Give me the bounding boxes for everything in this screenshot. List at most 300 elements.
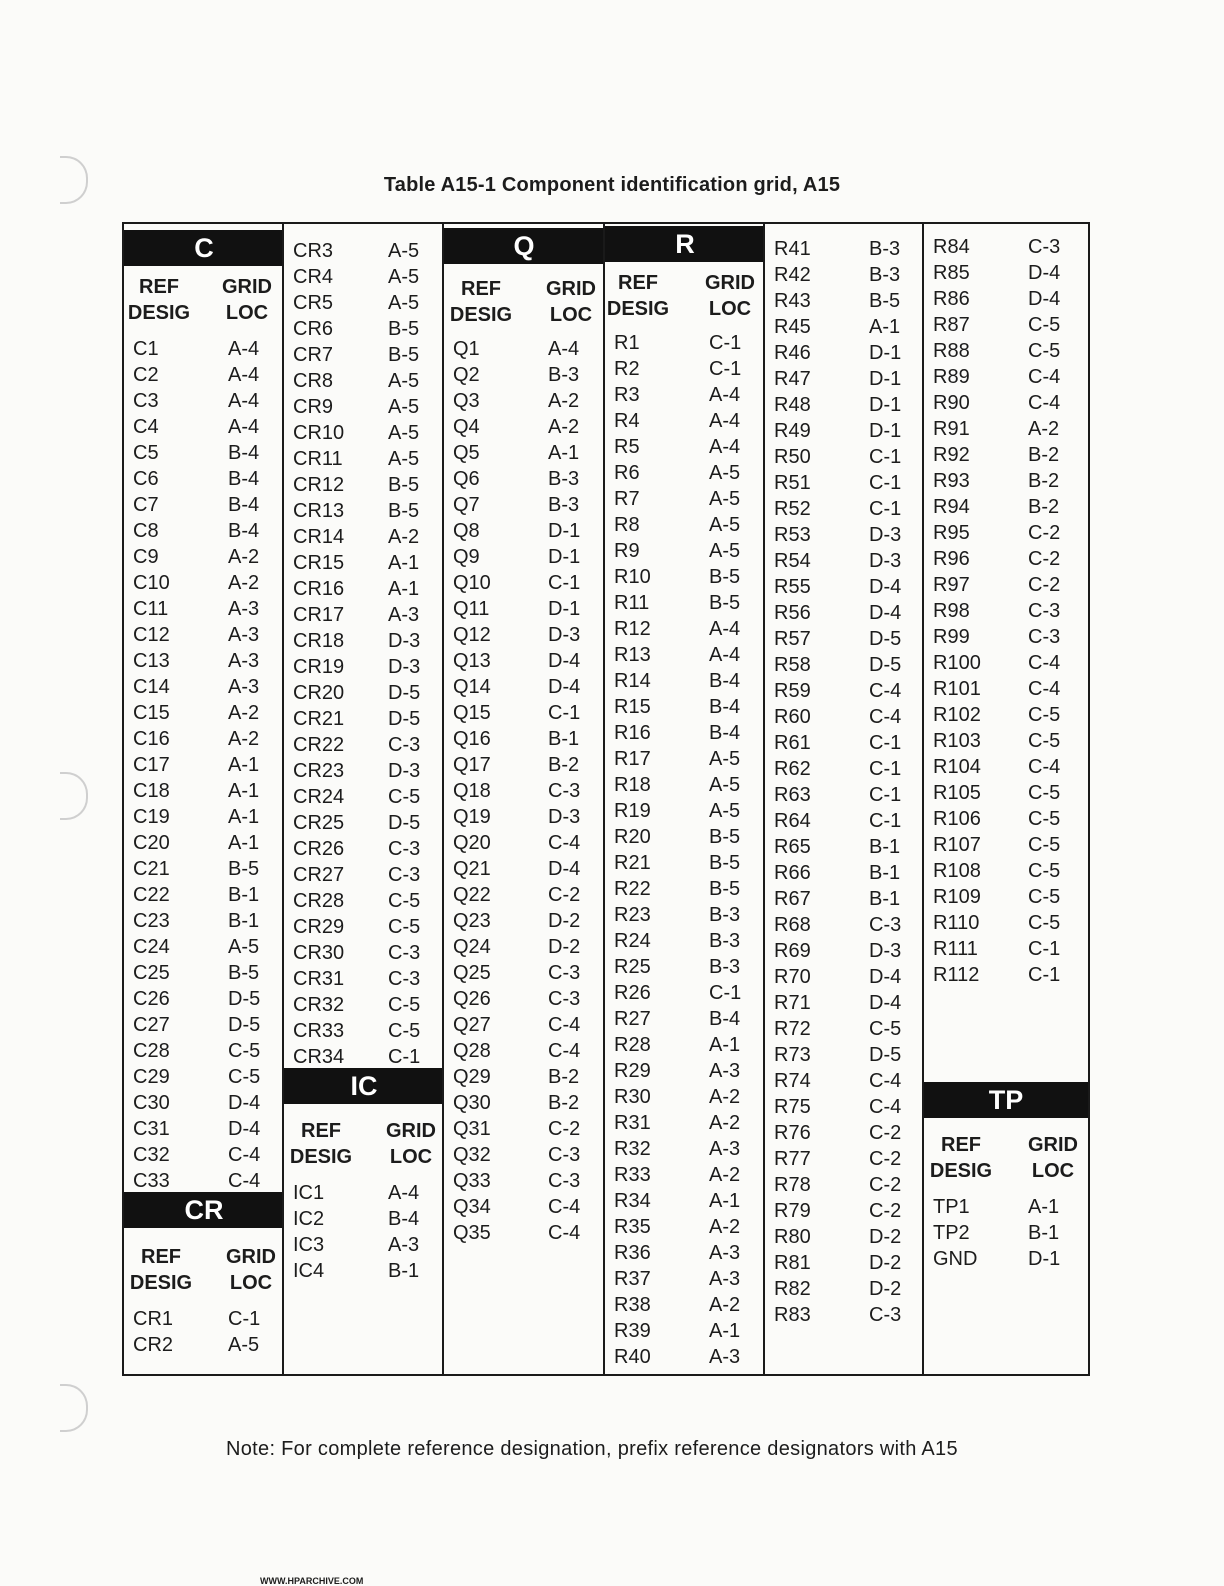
grid-location: C-1 [869, 472, 902, 494]
grid-location: A-2 [709, 1294, 741, 1316]
grid-location: A-1 [709, 1320, 741, 1342]
grid-location: B-1 [228, 910, 260, 932]
grid-location: B-3 [869, 238, 901, 260]
grid-location: D-2 [548, 936, 581, 958]
table-row [124, 960, 284, 986]
grid-location: D-5 [388, 708, 421, 730]
ref-designator: CR5 [293, 292, 334, 314]
grid-location: A-5 [228, 1334, 260, 1356]
ref-designator: R4 [614, 410, 640, 432]
table-row [765, 314, 925, 340]
ref-designator: R16 [614, 722, 651, 744]
grid-location: A-3 [228, 676, 260, 698]
loc-label: LOC [225, 302, 269, 324]
grid-location: D-3 [548, 624, 581, 646]
grid-location: A-5 [709, 748, 741, 770]
grid-location: A-3 [709, 1060, 741, 1082]
table-row [444, 1194, 604, 1220]
ref-designator: C25 [133, 962, 170, 984]
grid-location: D-4 [1028, 262, 1061, 284]
grid-location: A-3 [388, 604, 420, 626]
table-row [765, 288, 925, 314]
table-row [284, 420, 444, 446]
grid-location: B-4 [388, 1208, 420, 1230]
table-row [124, 1306, 284, 1332]
table-row [444, 804, 604, 830]
table-row [605, 876, 765, 902]
grid-location: C-3 [1028, 626, 1061, 648]
ref-designator: IC3 [293, 1234, 325, 1256]
grid-location: D-3 [388, 760, 421, 782]
ref-designator: R58 [774, 654, 811, 676]
grid-location: A-4 [709, 436, 741, 458]
table-row [284, 654, 444, 680]
table-row [765, 236, 925, 262]
grid-location: A-2 [228, 702, 260, 724]
grid-location: C-2 [548, 1118, 581, 1140]
table-row [605, 954, 765, 980]
table-row [605, 980, 765, 1006]
grid-location: C-1 [869, 810, 902, 832]
ref-designator: Q20 [453, 832, 491, 854]
ref-designator: Q3 [453, 390, 480, 412]
ref-designator: C26 [133, 988, 170, 1010]
grid-label: GRID [1028, 1134, 1078, 1156]
table-row [765, 1172, 925, 1198]
table-row [444, 570, 604, 596]
ref-designator: R67 [774, 888, 811, 910]
ref-designator: R72 [774, 1018, 811, 1040]
grid-location: C-4 [1028, 392, 1061, 414]
ref-designator: R68 [774, 914, 811, 936]
table-row [284, 524, 444, 550]
grid-location: A-5 [709, 488, 741, 510]
ref-label: REF [301, 1120, 341, 1142]
grid-location: A-2 [228, 546, 260, 568]
component-list-r [605, 330, 765, 1370]
grid-label: GRID [386, 1120, 436, 1142]
ref-designator: C5 [133, 442, 159, 464]
ref-designator: R10 [614, 566, 651, 588]
ref-designator: R12 [614, 618, 651, 640]
ref-designator: C30 [133, 1092, 170, 1114]
ref-designator: CR30 [293, 942, 345, 964]
ref-designator: Q6 [453, 468, 480, 490]
ref-designator: CR22 [293, 734, 345, 756]
grid-location: A-5 [709, 774, 741, 796]
grid-location: C-1 [869, 732, 902, 754]
ref-designator: CR2 [133, 1334, 174, 1356]
table-row [924, 780, 1088, 806]
grid-location: C-4 [1028, 756, 1061, 778]
grid-location: B-3 [709, 956, 741, 978]
table-row [124, 336, 284, 362]
grid-location: B-4 [709, 722, 741, 744]
table-row [924, 494, 1088, 520]
grid-location: A-3 [228, 650, 260, 672]
table-row [444, 1220, 604, 1246]
column-q [442, 224, 604, 1376]
grid-location: C-4 [869, 680, 902, 702]
table-row [605, 824, 765, 850]
ref-designator: TP1 [933, 1196, 970, 1218]
table-row [924, 546, 1088, 572]
ref-designator: R53 [774, 524, 811, 546]
column-r-tp [922, 224, 1088, 1376]
grid-location: A-5 [228, 936, 260, 958]
ref-designator: R99 [933, 626, 970, 648]
grid-location: C-1 [869, 498, 902, 520]
ref-designator: R86 [933, 288, 970, 310]
desig-label: DESIG [289, 1146, 353, 1168]
ref-designator: CR18 [293, 630, 345, 652]
column-r-continued [763, 224, 925, 1376]
ref-designator: Q24 [453, 936, 491, 958]
table-row [124, 1332, 284, 1358]
grid-location: C-1 [869, 784, 902, 806]
grid-location: C-4 [548, 1014, 581, 1036]
table-row [124, 778, 284, 804]
grid-location: B-4 [228, 520, 260, 542]
table-row [284, 342, 444, 368]
ref-designator: Q30 [453, 1092, 491, 1114]
ref-designator: CR10 [293, 422, 345, 444]
table-row [765, 1120, 925, 1146]
ref-designator: C10 [133, 572, 170, 594]
grid-location: D-5 [388, 682, 421, 704]
grid-location: A-4 [228, 338, 260, 360]
ref-designator: R110 [933, 912, 980, 934]
grid-location: C-1 [548, 702, 581, 724]
grid-location: B-5 [388, 474, 420, 496]
column-header [124, 1244, 284, 1300]
grid-location: C-5 [1028, 808, 1061, 830]
grid-location: C-2 [869, 1174, 902, 1196]
grid-location: C-2 [1028, 574, 1061, 596]
grid-location: C-4 [548, 1222, 581, 1244]
table-row [765, 938, 925, 964]
grid-location: B-1 [1028, 1222, 1060, 1244]
grid-location: C-1 [548, 572, 581, 594]
table-row [605, 1188, 765, 1214]
ref-designator: R56 [774, 602, 811, 624]
table-row [444, 882, 604, 908]
ref-designator: R95 [933, 522, 970, 544]
grid-location: C-3 [548, 1170, 581, 1192]
grid-location: D-4 [869, 992, 902, 1014]
ref-designator: CR11 [293, 448, 343, 470]
grid-location: A-3 [228, 624, 260, 646]
ref-designator: R85 [933, 262, 970, 284]
table-row [605, 694, 765, 720]
ref-designator: Q29 [453, 1066, 491, 1088]
loc-label: LOC [229, 1272, 273, 1294]
grid-location: D-2 [548, 910, 581, 932]
grid-location: D-3 [388, 630, 421, 652]
table-row [924, 286, 1088, 312]
grid-location: A-4 [709, 644, 741, 666]
table-row [284, 290, 444, 316]
grid-location: D-1 [548, 598, 581, 620]
ref-designator: R64 [774, 810, 811, 832]
ref-designator: R31 [614, 1112, 651, 1134]
table-row [605, 1110, 765, 1136]
grid-location: C-5 [1028, 912, 1061, 934]
ref-label: REF [139, 276, 179, 298]
ref-designator: R39 [614, 1320, 651, 1342]
table-row [284, 1018, 444, 1044]
table-row [444, 622, 604, 648]
grid-location: A-1 [388, 552, 420, 574]
column-header [124, 274, 284, 330]
table-row [924, 390, 1088, 416]
table-row [444, 596, 604, 622]
footnote: Note: For complete reference designation, prefix reference designators with A15 [226, 1438, 958, 1460]
ref-designator: C11 [133, 598, 169, 620]
ref-designator: R52 [774, 498, 811, 520]
ref-designator: C12 [133, 624, 170, 646]
grid-location: C-1 [869, 758, 902, 780]
table-row [605, 460, 765, 486]
table-row [444, 648, 604, 674]
ref-designator: R111 [933, 938, 978, 960]
grid-location: B-3 [548, 364, 580, 386]
table-row [444, 856, 604, 882]
grid-location: B-3 [869, 264, 901, 286]
table-row [124, 1038, 284, 1064]
ref-designator: CR15 [293, 552, 345, 574]
ref-designator: R91 [933, 418, 970, 440]
grid-location: A-2 [388, 526, 420, 548]
table-row [605, 408, 765, 434]
binder-hole [60, 772, 88, 820]
table-row [124, 1168, 284, 1194]
table-row [765, 834, 925, 860]
grid-location: C-4 [869, 1070, 902, 1092]
ref-designator: R78 [774, 1174, 811, 1196]
ref-designator: R28 [614, 1034, 651, 1056]
grid-location: B-4 [709, 1008, 741, 1030]
grid-location: A-1 [548, 442, 580, 464]
table-row [124, 934, 284, 960]
table-row [284, 836, 444, 862]
table-row [605, 1214, 765, 1240]
grid-location: C-5 [388, 1020, 421, 1042]
table-row [284, 394, 444, 420]
table-row [924, 364, 1088, 390]
ref-designator: R21 [614, 852, 651, 874]
ref-designator: C17 [133, 754, 170, 776]
table-row [924, 832, 1088, 858]
ref-designator: R66 [774, 862, 811, 884]
grid-label: GRID [226, 1246, 276, 1268]
group-band-q: Q [444, 228, 604, 264]
grid-location: A-4 [388, 1182, 420, 1204]
ref-designator: Q23 [453, 910, 491, 932]
table-row [765, 1016, 925, 1042]
ref-designator: R96 [933, 548, 970, 570]
ref-designator: R76 [774, 1122, 811, 1144]
ref-designator: CR8 [293, 370, 334, 392]
ref-designator: C8 [133, 520, 159, 542]
table-row [605, 1032, 765, 1058]
component-list-cr-continued [284, 238, 444, 1070]
table-row [284, 888, 444, 914]
grid-location: A-5 [388, 422, 420, 444]
grid-location: D-4 [548, 676, 581, 698]
grid-location: C-2 [1028, 522, 1061, 544]
grid-location: D-4 [228, 1118, 261, 1140]
table-row [284, 1206, 444, 1232]
ref-designator: Q33 [453, 1170, 491, 1192]
loc-label: LOC [708, 298, 752, 320]
ref-designator: CR6 [293, 318, 334, 340]
grid-location: C-1 [388, 1046, 421, 1068]
table-row [924, 572, 1088, 598]
ref-designator: Q10 [453, 572, 491, 594]
ref-designator: Q31 [453, 1118, 491, 1140]
grid-location: C-4 [1028, 652, 1061, 674]
table-row [124, 648, 284, 674]
grid-location: B-5 [228, 858, 260, 880]
grid-location: A-4 [228, 390, 260, 412]
table-row [124, 1142, 284, 1168]
grid-location: C-2 [1028, 548, 1061, 570]
table-row [605, 1318, 765, 1344]
ref-designator: R77 [774, 1148, 811, 1170]
table-row [765, 912, 925, 938]
grid-location: C-2 [869, 1200, 902, 1222]
ref-designator: R27 [614, 1008, 651, 1030]
table-row [284, 758, 444, 784]
ref-designator: R7 [614, 488, 640, 510]
grid-location: C-5 [1028, 340, 1061, 362]
table-row [444, 518, 604, 544]
ref-designator: C16 [133, 728, 170, 750]
grid-location: D-2 [869, 1226, 902, 1248]
ref-designator: R69 [774, 940, 811, 962]
ref-designator: R112 [933, 964, 980, 986]
ref-designator: R51 [774, 472, 811, 494]
table-row [444, 908, 604, 934]
ref-designator: Q32 [453, 1144, 491, 1166]
grid-location: B-2 [1028, 444, 1060, 466]
grid-location: A-5 [388, 396, 420, 418]
ref-designator: R106 [933, 808, 981, 830]
grid-location: A-1 [1028, 1196, 1060, 1218]
grid-location: B-5 [228, 962, 260, 984]
grid-location: A-3 [709, 1242, 741, 1264]
grid-location: A-5 [709, 800, 741, 822]
grid-location: D-1 [869, 342, 902, 364]
table-row [284, 862, 444, 888]
table-row [124, 492, 284, 518]
table-row [444, 960, 604, 986]
table-row [924, 468, 1088, 494]
grid-location: A-2 [709, 1086, 741, 1108]
grid-location: D-3 [548, 806, 581, 828]
table-row [284, 498, 444, 524]
ref-designator: R2 [614, 358, 640, 380]
table-row [444, 752, 604, 778]
grid-location: B-1 [548, 728, 580, 750]
ref-designator: CR9 [293, 396, 334, 418]
grid-location: B-4 [709, 696, 741, 718]
ref-designator: R22 [614, 878, 651, 900]
grid-location: B-2 [1028, 496, 1060, 518]
grid-location: C-1 [709, 982, 742, 1004]
ref-designator: CR24 [293, 786, 345, 808]
table-row [605, 1292, 765, 1318]
ref-designator: R5 [614, 436, 640, 458]
ref-designator: Q9 [453, 546, 480, 568]
table-row [765, 1302, 925, 1328]
ref-designator: Q34 [453, 1196, 491, 1218]
ref-designator: CR27 [293, 864, 345, 886]
table-row [605, 798, 765, 824]
ref-designator: R70 [774, 966, 811, 988]
table-row [924, 754, 1088, 780]
table-row [124, 856, 284, 882]
table-row [765, 522, 925, 548]
table-row [924, 806, 1088, 832]
ref-designator: R36 [614, 1242, 651, 1264]
grid-location: C-1 [709, 358, 742, 380]
ref-designator: C32 [133, 1144, 170, 1166]
table-row [284, 1180, 444, 1206]
ref-designator: R105 [933, 782, 981, 804]
grid-label: GRID [222, 276, 272, 298]
ref-designator: R45 [774, 316, 811, 338]
ref-designator: Q14 [453, 676, 491, 698]
table-row [765, 964, 925, 990]
table-row [284, 550, 444, 576]
table-row [605, 642, 765, 668]
grid-location: C-3 [548, 988, 581, 1010]
table-row [284, 1232, 444, 1258]
ref-designator: R57 [774, 628, 811, 650]
grid-location: A-2 [709, 1164, 741, 1186]
table-row [124, 466, 284, 492]
grid-location: B-3 [709, 930, 741, 952]
ref-designator: R34 [614, 1190, 651, 1212]
ref-designator: IC4 [293, 1260, 325, 1282]
table-row [605, 512, 765, 538]
table-row [924, 1194, 1088, 1220]
ref-designator: R23 [614, 904, 651, 926]
table-row [444, 492, 604, 518]
grid-location: C-4 [548, 832, 581, 854]
grid-location: A-3 [709, 1138, 741, 1160]
table-row [765, 340, 925, 366]
desig-label: DESIG [606, 298, 670, 320]
table-row [124, 752, 284, 778]
table-row [124, 882, 284, 908]
table-row [765, 730, 925, 756]
ref-designator: Q8 [453, 520, 480, 542]
table-row [924, 884, 1088, 910]
grid-location: D-2 [869, 1278, 902, 1300]
grid-location: C-5 [228, 1066, 261, 1088]
ref-designator: R81 [774, 1252, 811, 1274]
ref-label: REF [141, 1246, 181, 1268]
grid-location: B-5 [709, 826, 741, 848]
table-row [284, 992, 444, 1018]
ref-designator: R62 [774, 758, 811, 780]
ref-designator: R107 [933, 834, 981, 856]
table-row [284, 784, 444, 810]
table-row [444, 986, 604, 1012]
